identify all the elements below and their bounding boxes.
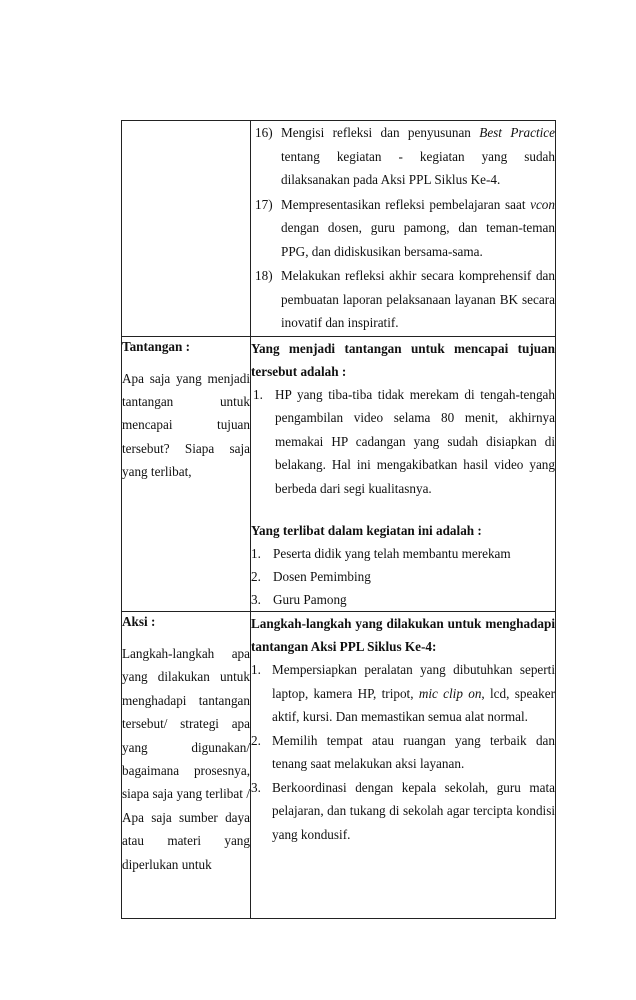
list-item [251, 658, 555, 729]
item-text: Guru Pamong [273, 592, 347, 607]
list-item [251, 776, 555, 847]
reflection-table [121, 120, 556, 919]
item-text: Berkoordinasi dengan kepala sekolah, guru mata pelajaran, dan tukang di sekolah agar tercipta kondisi yang kondusif. [272, 779, 555, 842]
item-text: Mempersiapkan peralatan yang dibutuhkan seperti laptop, kamera HP, tripot, mic clip on, lcd, speaker aktif, kursi. Dan memastikan semua alat normal. [272, 662, 555, 724]
table-row [122, 336, 556, 612]
tantangan-left-cell [122, 336, 251, 612]
table-row [122, 612, 556, 919]
list-item [251, 565, 555, 588]
item-text: Peserta didik yang telah membantu merekam [273, 546, 511, 561]
list-item [251, 383, 555, 501]
aksi-label: Aksi : [122, 614, 156, 629]
item-number: 1. [251, 546, 261, 561]
item-number: 17) [255, 196, 273, 212]
action-list [251, 658, 555, 846]
tantangan-question: Apa saja yang menjadi tantangan untuk mencapai tujuan tersebut? Siapa saja yang terlibat, [122, 370, 250, 480]
list-item [251, 193, 555, 264]
row1-right-cell [251, 121, 556, 337]
tantangan-right-cell [251, 336, 556, 612]
involved-heading: Yang terlibat dalam kegiatan ini adalah : [251, 523, 482, 538]
item-number: 3. [251, 592, 261, 607]
challenge-list [251, 383, 555, 501]
item-text: Mempresentasikan refleksi pembelajaran saat vcon dengan dosen, guru pamong, dan teman-teman PPG, dan didiskusikan bersama-sama. [281, 196, 555, 259]
item-number: 2. [251, 732, 261, 748]
aksi-question: Langkah-langkah apa yang dilakukan untuk menghadapi tantangan tersebut/ strategi apa yang digunakan/ bagaimana prosesnya, siapa saja yang terlibat / Apa saja sumber daya atau materi yang diperlukan untuk [122, 646, 250, 872]
item-text: Dosen Pemimbing [273, 569, 371, 584]
activity-list [251, 121, 555, 335]
item-number: 2. [251, 569, 261, 584]
item-number: 1. [251, 662, 261, 677]
item-text: Memilih tempat atau ruangan yang terbaik dan tenang saat melakukan aksi layanan. [272, 732, 555, 771]
list-item [251, 542, 555, 565]
list-item [251, 264, 555, 335]
aksi-right-cell [251, 612, 556, 919]
list-item [251, 121, 555, 192]
item-text: HP yang tiba-tiba tidak merekam di tengah-tengah pengambilan video selama 80 menit, akhirnya memakai HP cadangan yang sudah disiapkan di belakang. Hal ini mengakibatkan hasil video yang berbeda dari segi kualitasnya. [275, 386, 555, 496]
tantangan-heading: Yang menjadi tantangan untuk mencapai tujuan tersebut adalah : [251, 340, 555, 379]
aksi-heading: Langkah-langkah yang dilakukan untuk menghadapi tantangan Aksi PPL Siklus Ke-4: [251, 616, 555, 654]
item-number: 18) [255, 268, 273, 283]
list-item [251, 729, 555, 776]
item-number: 3. [251, 779, 261, 795]
item-number: 16) [255, 125, 273, 140]
tantangan-label: Tantangan : [122, 338, 191, 354]
involved-list [251, 542, 555, 611]
item-number: 1. [253, 386, 263, 402]
item-text: Melakukan refleksi akhir secara komprehensif dan pembuatan laporan pelaksanaan layanan BK secara inovatif dan inspiratif. [281, 268, 555, 330]
table-row [122, 121, 556, 337]
item-text: Mengisi refleksi dan penyusunan Best Practice tentang kegiatan - kegiatan yang sudah dilaksanakan pada Aksi PPL Siklus Ke-4. [281, 125, 556, 187]
list-item [251, 588, 555, 611]
aksi-left-cell [122, 612, 251, 919]
row1-left-cell [122, 121, 251, 337]
